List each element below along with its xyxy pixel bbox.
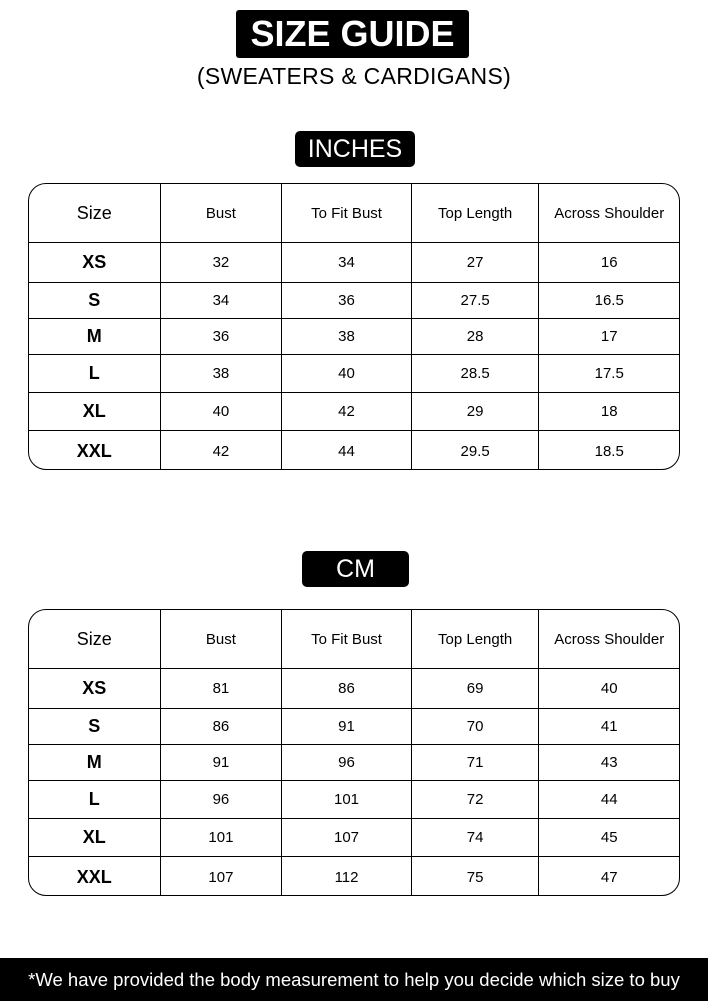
column-header-top-length: Top Length: [412, 610, 540, 668]
bust-value: 101: [161, 819, 283, 856]
bust-value: 81: [161, 669, 283, 708]
table-header-row: [29, 184, 679, 243]
across-shoulder-value: 44: [600, 791, 618, 808]
table-row: [29, 819, 679, 857]
table-header-row: [29, 610, 679, 669]
bust-value: 38: [161, 355, 283, 392]
top-length-value: 74: [412, 819, 540, 856]
across-shoulder-value: 40: [600, 680, 618, 697]
across-shoulder-value: 17: [600, 328, 618, 345]
size-label: XXL: [29, 431, 161, 470]
to-fit-bust-value: 91: [282, 709, 412, 744]
footer-note: *We have provided the body measurement to help you decide which size to buy: [0, 958, 708, 1001]
to-fit-bust-value: 44: [282, 431, 412, 470]
column-header-to-fit-bust: To Fit Bust: [282, 184, 412, 242]
to-fit-bust-value: 112: [282, 857, 412, 896]
size-label: L: [29, 781, 161, 818]
size-label: L: [29, 355, 161, 392]
to-fit-bust-value: 34: [282, 243, 412, 282]
bust-value: 96: [161, 781, 283, 818]
cm-size-table: [28, 609, 680, 896]
to-fit-bust-value: 42: [282, 393, 412, 430]
top-length-value: 70: [412, 709, 540, 744]
across-shoulder-value: 43: [600, 754, 618, 771]
table-row: [29, 709, 679, 745]
table-row: [29, 283, 679, 319]
table-row: [29, 781, 679, 819]
to-fit-bust-value: 86: [282, 669, 412, 708]
table-row: [29, 355, 679, 393]
size-label: S: [29, 283, 161, 318]
size-label: S: [29, 709, 161, 744]
top-length-value: 27: [412, 243, 540, 282]
top-length-value: 29: [412, 393, 540, 430]
size-label: XS: [29, 669, 161, 708]
across-shoulder-value: 16: [600, 254, 618, 271]
bust-value: 40: [161, 393, 283, 430]
top-length-value: 71: [412, 745, 540, 780]
bust-value: 91: [161, 745, 283, 780]
column-header-across-shoulder: Across Shoulder: [554, 630, 665, 648]
size-label: XS: [29, 243, 161, 282]
top-length-value: 75: [412, 857, 540, 896]
bust-value: 34: [161, 283, 283, 318]
across-shoulder-value: 41: [600, 718, 618, 735]
table-row: [29, 745, 679, 781]
to-fit-bust-value: 101: [282, 781, 412, 818]
cm-badge: CM: [302, 551, 409, 587]
table-row: [29, 319, 679, 355]
size-label: M: [29, 319, 161, 354]
size-label: XL: [29, 393, 161, 430]
size-label: M: [29, 745, 161, 780]
bust-value: 42: [161, 431, 283, 470]
to-fit-bust-value: 40: [282, 355, 412, 392]
across-shoulder-value: 18.5: [594, 442, 624, 460]
across-shoulder-value: 45: [600, 829, 618, 846]
bust-value: 36: [161, 319, 283, 354]
to-fit-bust-value: 107: [282, 819, 412, 856]
top-length-value: 72: [412, 781, 540, 818]
table-row: [29, 431, 679, 470]
to-fit-bust-value: 38: [282, 319, 412, 354]
top-length-value: 28.5: [412, 355, 540, 392]
bust-value: 86: [161, 709, 283, 744]
size-label: XL: [29, 819, 161, 856]
inches-badge: INCHES: [295, 131, 415, 167]
column-header-bust: Bust: [161, 610, 283, 668]
column-header-size: Size: [29, 184, 161, 242]
to-fit-bust-value: 96: [282, 745, 412, 780]
across-shoulder-value: 18: [600, 403, 618, 420]
bust-value: 32: [161, 243, 283, 282]
column-header-size: Size: [29, 610, 161, 668]
page-subtitle: (SWEATERS & CARDIGANS): [196, 63, 512, 89]
across-shoulder-value: 47: [600, 868, 618, 886]
page-title: SIZE GUIDE: [236, 10, 469, 58]
top-length-value: 28: [412, 319, 540, 354]
top-length-value: 69: [412, 669, 540, 708]
across-shoulder-value: 16.5: [594, 292, 624, 309]
table-row: [29, 243, 679, 283]
column-header-to-fit-bust: To Fit Bust: [282, 610, 412, 668]
top-length-value: 29.5: [412, 431, 540, 470]
column-header-across-shoulder: Across Shoulder: [554, 204, 665, 222]
column-header-bust: Bust: [161, 184, 283, 242]
across-shoulder-value: 17.5: [594, 365, 624, 382]
table-row: [29, 393, 679, 431]
size-label: XXL: [29, 857, 161, 896]
column-header-top-length: Top Length: [412, 184, 540, 242]
inches-size-table: [28, 183, 680, 470]
top-length-value: 27.5: [412, 283, 540, 318]
bust-value: 107: [161, 857, 283, 896]
to-fit-bust-value: 36: [282, 283, 412, 318]
table-row: [29, 669, 679, 709]
table-row: [29, 857, 679, 896]
